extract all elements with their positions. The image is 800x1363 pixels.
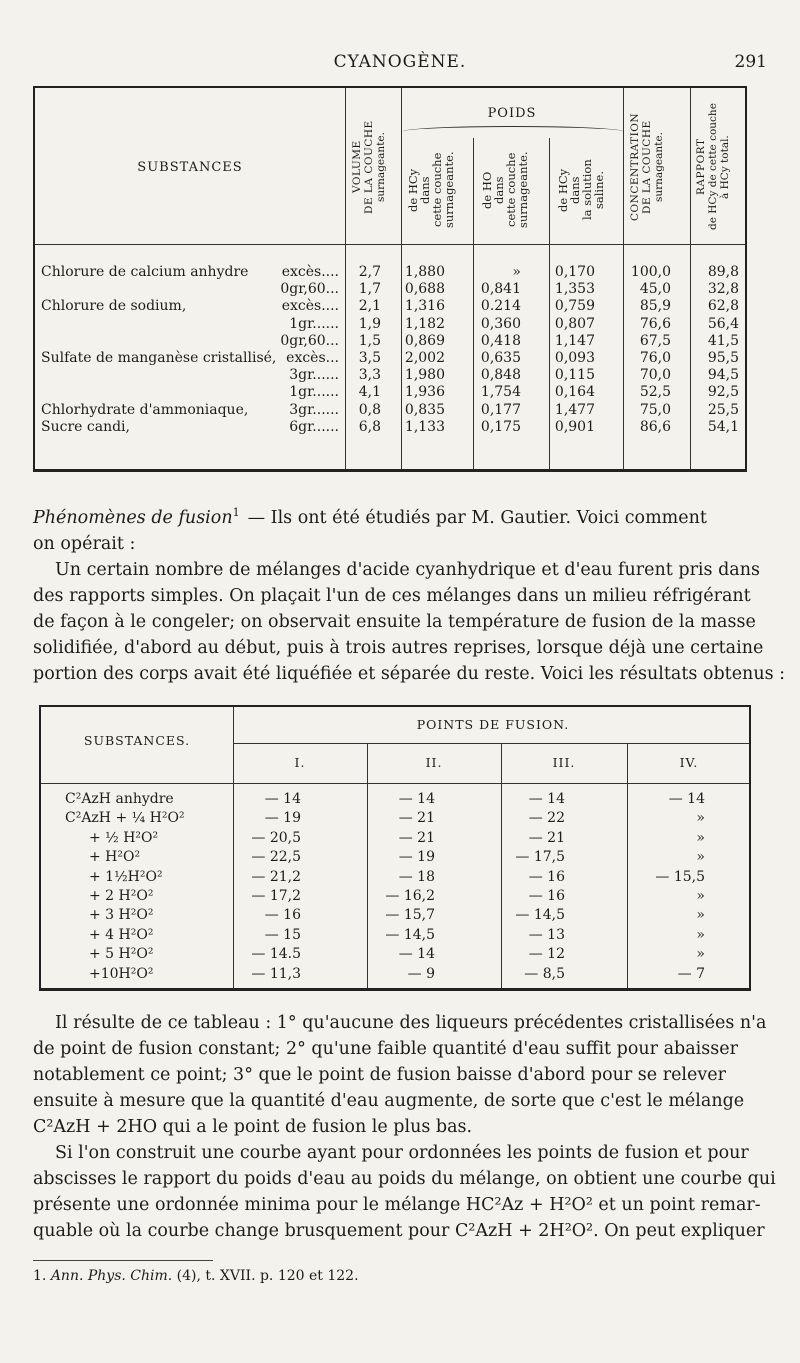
para2-line: présente une ordonnée minima pour le mélange HC²Az + H²O² et un point remar- — [33, 1195, 761, 1215]
fusion-point-1: — 17,2 — [251, 888, 301, 904]
poids-brace — [403, 126, 623, 137]
cell-vol: 1,5 — [358, 332, 381, 349]
fusion-point-3: — 16 — [528, 868, 565, 885]
substance-quantity: excès... — [286, 350, 339, 366]
concentration-header: CONCENTRATION DE LA COUCHE surnageante. — [629, 112, 665, 222]
cell-vol: 4,1 — [358, 384, 381, 401]
table-couches — [33, 86, 747, 472]
fusion-point-4: » — [696, 849, 705, 866]
cell-conc: 86,6 — [639, 418, 671, 435]
cell-hcy-sol: 0,115 — [554, 367, 595, 384]
cell-rapport: 95,5 — [707, 350, 739, 366]
fusion-point-4: » — [696, 829, 705, 846]
cell-rapport: 56,4 — [707, 315, 739, 332]
col-label-ii: II. — [425, 755, 443, 770]
cell-hcy-sol: 1,477 — [554, 401, 595, 418]
para1-line: portion des corps avait été liquéfiée et séparée du reste. Voici les résultats obtenus : — [33, 663, 786, 684]
cell-conc: 70,0 — [639, 367, 671, 384]
substance-name: Chlorhydrate d'ammoniaque, — [41, 401, 249, 418]
fusion-point-2: — 18 — [398, 868, 435, 885]
cell-hcy-sol: 1,147 — [554, 332, 595, 349]
cell-rapport: 89,8 — [707, 264, 739, 280]
col-label-iii: III. — [552, 755, 576, 770]
fusion-point-1: — 16 — [264, 907, 301, 924]
cell-rapport: 32,8 — [707, 281, 739, 298]
fusion-point-4: » — [696, 926, 705, 943]
footnote — [33, 1268, 359, 1284]
para1-line-text: — Ils ont été étudiés par M. Gautier. Voici comment — [247, 507, 707, 528]
poids-header: POIDS — [487, 106, 537, 121]
cell-hcy-sol: 0,170 — [554, 264, 595, 280]
cell-rapport: 94,5 — [707, 367, 739, 384]
para1-line: Un certain nombre de mélanges d'acide cyanhydrique et d'eau furent pris dans — [55, 559, 760, 580]
substance-quantity: 1gr...... — [289, 384, 339, 401]
fusion-point-3: — 22 — [528, 810, 565, 827]
rapport-header: RAPPORT de HCy de cette couche à HCy total. — [695, 103, 731, 231]
fusion-point-1: — 14 — [264, 791, 301, 807]
fusion-point-2: — 19 — [398, 849, 435, 866]
header-rule — [41, 783, 749, 784]
cell-ho: 0,177 — [480, 401, 521, 418]
cell-conc: 100,0 — [630, 264, 671, 280]
mixture-name: + ½ H²O² — [89, 829, 159, 846]
fusion-section — [33, 500, 786, 687]
cell-hcy-sol: 0,759 — [554, 298, 595, 315]
cell-hcy: 1,182 — [404, 315, 445, 332]
fusion-point-3: — 8,5 — [524, 965, 565, 982]
fusion-point-4: » — [696, 888, 705, 904]
cell-hcy: 1,980 — [404, 367, 445, 384]
para2-line: Il résulte de ce tableau : 1° qu'aucune des liqueurs précédentes cristallisées n'a — [55, 1013, 767, 1033]
fusion-point-2: — 9 — [407, 965, 435, 982]
ho-surnageante-header: de HO dans cette couche surnageante. — [480, 151, 530, 229]
footnote-source: Ann. Phys. Chim. — [50, 1268, 173, 1284]
para2-line: ensuite à mesure que la quantité d'eau augmente, de sorte que c'est le mélange — [33, 1091, 745, 1111]
mixture-name: + 2 H²O² — [89, 888, 154, 904]
substance-quantity: 1gr...... — [289, 315, 339, 332]
fusion-point-1: — 20,5 — [251, 829, 301, 846]
substance-quantity: 0gr,60... — [280, 281, 339, 298]
substance-name: Chlorure de calcium anhydre — [41, 264, 249, 280]
cell-vol: 2,1 — [358, 298, 381, 315]
cell-ho: » — [512, 264, 521, 280]
cell-vol: 2,7 — [358, 264, 381, 280]
fusion-point-4: — 15,5 — [655, 868, 705, 885]
fusion-point-1: — 14.5 — [251, 946, 301, 963]
footnote-ref: 1 — [232, 506, 240, 519]
mixture-name: + 3 H²O² — [89, 907, 154, 924]
fusion-point-4: » — [696, 946, 705, 963]
substance-name: Sucre candi, — [41, 418, 130, 435]
cell-hcy: 1,133 — [404, 418, 445, 435]
substance-quantity: excès.... — [281, 264, 339, 280]
fusion-point-4: — 14 — [668, 791, 705, 807]
fusion-point-2: — 21 — [398, 810, 435, 827]
cell-hcy-sol: 0,807 — [554, 315, 595, 332]
mixture-name: + 1½H²O² — [89, 868, 163, 885]
cell-hcy: 0,869 — [404, 332, 445, 349]
mixture-name: + 4 H²O² — [89, 926, 154, 943]
cell-conc: 67,5 — [639, 332, 671, 349]
cell-hcy-sol: 0,164 — [554, 384, 595, 401]
fusion-point-3: — 12 — [528, 946, 565, 963]
footnote-reference: (4), t. XVII. p. 120 et 122. — [176, 1268, 359, 1284]
cell-conc: 85,9 — [639, 298, 671, 315]
substance-name: Sulfate de manganèse cristallisé, — [41, 350, 277, 366]
cell-rapport: 25,5 — [707, 401, 739, 418]
substance-quantity: 3gr...... — [289, 401, 339, 418]
fusion-point-4: » — [696, 810, 705, 827]
fusion-point-3: — 14,5 — [515, 907, 565, 924]
col-label-i: I. — [294, 755, 306, 770]
hcy-surnageante-header: de HCy dans cette couche surnageante. — [406, 151, 456, 229]
fusion-point-3: — 21 — [528, 829, 565, 846]
cell-ho: 0,418 — [480, 332, 521, 349]
cell-vol: 3,3 — [358, 367, 381, 384]
fusion-point-2: — 16,2 — [385, 888, 435, 904]
fusion-point-3: — 16 — [528, 888, 565, 904]
fusion-point-3: — 17,5 — [515, 849, 565, 866]
cell-rapport: 62,8 — [707, 298, 739, 315]
para1-line: de façon à le congeler; on observait ensuite la température de fusion de la masse — [33, 611, 756, 632]
cell-hcy-sol: 0,901 — [554, 418, 595, 435]
fusion-point-1: — 22,5 — [251, 849, 301, 866]
para1-line: solidifiée, d'abord au début, puis à trois autres reprises, lorsque déjà une certaine — [33, 637, 764, 658]
cell-ho: 1,754 — [480, 384, 521, 401]
para2-line: abscisses le rapport du poids d'eau au poids du mélange, on obtient une courbe qui — [33, 1169, 776, 1189]
column-rule — [627, 743, 628, 988]
hcy-solution-header: de HCy dans la solution saline. — [556, 159, 606, 221]
substance-quantity: 3gr...... — [289, 367, 339, 384]
fusion-point-2: — 21 — [398, 829, 435, 846]
cell-hcy: 1,880 — [404, 264, 445, 280]
fusion-point-2: — 15,7 — [385, 907, 435, 924]
substances-header: SUBSTANCES. — [83, 733, 191, 748]
cell-ho: 0,175 — [480, 418, 521, 435]
substance-quantity: 0gr,60... — [280, 332, 339, 349]
cell-ho: 0,848 — [480, 367, 521, 384]
cell-vol: 1,7 — [358, 281, 381, 298]
cell-hcy-sol: 0,093 — [554, 350, 595, 366]
para1-line — [33, 500, 753, 531]
footnote-number: 1. — [33, 1268, 47, 1284]
mixture-name: C²AzH anhydre — [65, 791, 174, 807]
fusion-point-4: » — [696, 907, 705, 924]
fusion-point-2: — 14,5 — [385, 926, 435, 943]
conclusion-section — [33, 1010, 776, 1244]
para1-line: des rapports simples. On plaçait l'un de ces mélanges dans un milieu réfrigérant — [33, 585, 751, 606]
cell-ho: 0,360 — [480, 315, 521, 332]
footnote-rule — [33, 1260, 213, 1261]
fusion-point-1: — 21,2 — [251, 868, 301, 885]
substance-name: Chlorure de sodium, — [41, 298, 187, 315]
cell-conc: 75,0 — [639, 401, 671, 418]
points-de-fusion-header: POINTS DE FUSION. — [416, 717, 570, 732]
col-label-iv: IV. — [679, 755, 699, 770]
cell-rapport: 41,5 — [707, 332, 739, 349]
fusion-point-3: — 13 — [528, 926, 565, 943]
fusion-point-1: — 15 — [264, 926, 301, 943]
header-rule — [233, 743, 749, 744]
cell-ho: 0,841 — [480, 281, 521, 298]
cell-ho: 0,635 — [480, 350, 521, 366]
cell-vol: 3,5 — [358, 350, 381, 366]
running-header — [0, 48, 800, 78]
cell-conc: 45,0 — [639, 281, 671, 298]
substances-header: SUBSTANCES — [137, 160, 243, 175]
cell-hcy: 0,688 — [404, 281, 445, 298]
cell-hcy: 1,936 — [404, 384, 445, 401]
substance-quantity: 6gr...... — [289, 418, 339, 435]
mixture-name: + 5 H²O² — [89, 946, 154, 963]
para2-line: C²AzH + 2HO qui a le point de fusion le plus bas. — [33, 1117, 473, 1137]
section-heading: Phénomènes de fusion — [33, 507, 233, 528]
cell-conc: 76,0 — [639, 350, 671, 366]
cell-rapport: 54,1 — [707, 418, 739, 435]
cell-vol: 6,8 — [358, 418, 381, 435]
cell-hcy: 0,835 — [404, 401, 445, 418]
cell-hcy: 1,316 — [404, 298, 445, 315]
mixture-name: + H²O² — [89, 849, 141, 866]
cell-conc: 76,6 — [639, 315, 671, 332]
para2-line: de point de fusion constant; 2° qu'une faible quantité d'eau suffit pour abaisser — [33, 1039, 738, 1059]
volume-header: VOLUME DE LA COUCHE surnageante. — [351, 120, 387, 214]
page-number: 291 — [734, 52, 767, 72]
fusion-point-2: — 14 — [398, 791, 435, 807]
fusion-point-2: — 14 — [398, 946, 435, 963]
fusion-point-1: — 11,3 — [251, 965, 301, 982]
mixture-name: C²AzH + ¼ H²O² — [65, 810, 185, 827]
cell-hcy: 2,002 — [404, 350, 445, 366]
para2-line: quable où la courbe change brusquement pour C²AzH + 2H²O². On peut expliquer — [33, 1221, 765, 1241]
table-points-de-fusion — [39, 705, 751, 991]
header-rule — [35, 244, 745, 245]
cell-rapport: 92,5 — [707, 384, 739, 401]
para2-line: Si l'on construit une courbe ayant pour ordonnées les points de fusion et pour — [55, 1143, 749, 1163]
running-title: CYANOGÈNE. — [333, 52, 467, 72]
mixture-name: +10H²O² — [89, 965, 154, 982]
fusion-point-4: — 7 — [677, 965, 705, 982]
cell-ho: 0.214 — [480, 298, 521, 315]
cell-vol: 1,9 — [358, 315, 381, 332]
fusion-point-1: — 19 — [264, 810, 301, 827]
para2-line: notablement ce point; 3° que le point de fusion baisse d'abord pour se relever — [33, 1065, 726, 1085]
cell-conc: 52,5 — [639, 384, 671, 401]
fusion-point-3: — 14 — [528, 791, 565, 807]
cell-vol: 0,8 — [358, 401, 381, 418]
substance-quantity: excès.... — [281, 298, 339, 315]
cell-hcy-sol: 1,353 — [554, 281, 595, 298]
para1-line: on opérait : — [33, 533, 136, 554]
